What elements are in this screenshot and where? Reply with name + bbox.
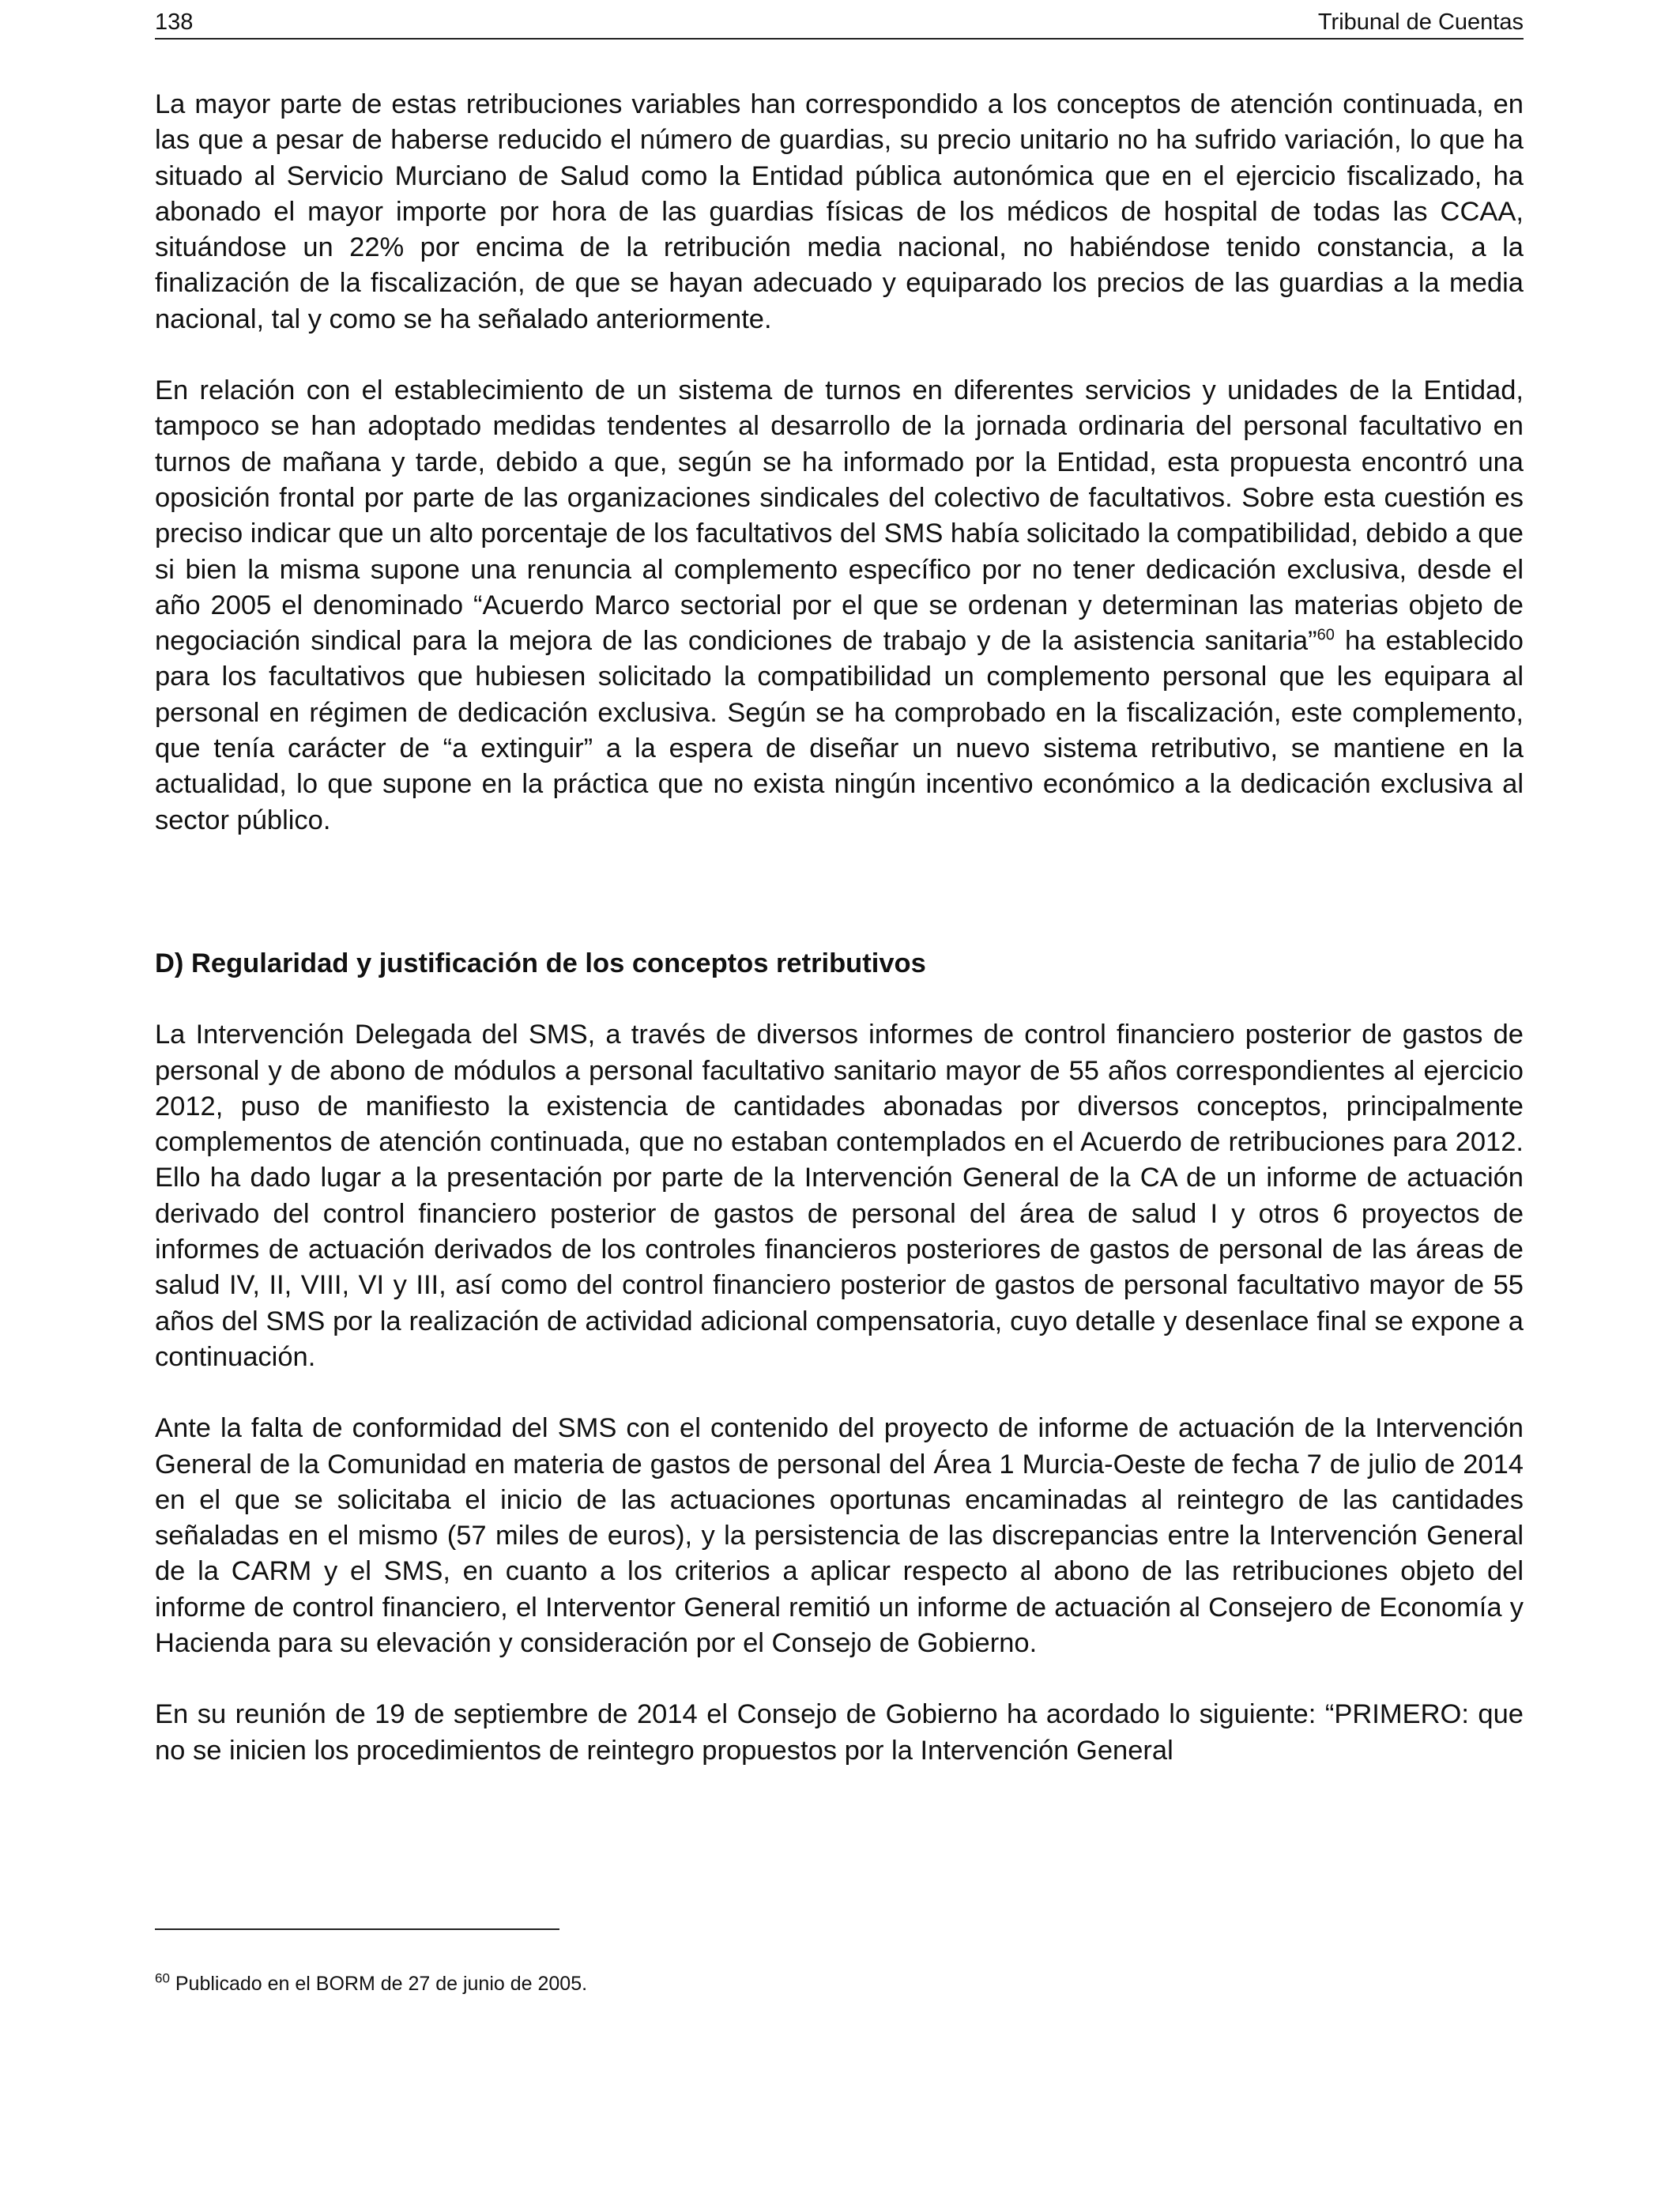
- footnote-number: 60: [155, 1970, 170, 1986]
- page-header: [155, 6, 1524, 40]
- footnote-reference-60[interactable]: 60: [1317, 626, 1335, 644]
- footnote-text: Publicado en el BORM de 27 de junio de 2005.: [169, 1973, 588, 1995]
- paragraph-sistema-turnos-part2: ha establecido para los facultativos que hubiesen solicitado la compatibilidad un complemento personal que les equipara al personal en régimen de dedicación exclusiva. Según se ha comprobado en la fiscalización, este complemento, que tenía carácter de “a extinguir” a la espera de diseñar un nuevo sistema retributivo, se mantiene en la actualidad, lo que supone en la práctica que no exista ningún incentivo económico a la dedicación exclusiva al sector público.: [155, 626, 1524, 835]
- footnote-separator: [155, 1928, 559, 1930]
- paragraph-sistema-turnos-part1: En relación con el establecimiento de un sistema de turnos en diferentes servicios y unidades de la Entidad, tampoco se han adoptado medidas tendentes al desarrollo de la jornada ordinaria del personal facultativo en turnos de mañana y tarde, debido a que, según se ha informado por la Entidad, esta propuesta encontró una oposición frontal por parte de las organizaciones sindicales del colectivo de facultativos. Sobre esta cuestión es preciso indicar que un alto porcentaje de los facultativos del SMS había solicitado la compatibilidad, debido a que si bien la misma supone una renuncia al complemento específico por no tener dedicación exclusiva, desde el año 2005 el denominado “Acuerdo Marco sectorial por el que se ordenan y determinan las materias objeto de negociación sindical para la mejora de las condiciones de trabajo y de la asistencia sanitaria”: [155, 375, 1524, 657]
- body-text: [155, 87, 1524, 1769]
- running-title: Tribunal de Cuentas: [1317, 9, 1524, 35]
- paragraph-sistema-turnos: [155, 373, 1524, 839]
- paragraph-consejo-gobierno: En su reunión de 19 de septiembre de 2014 el Consejo de Gobierno ha acordado lo siguiente: “PRIMERO: que no se inicien los procedimientos de reintegro propuestos por la Intervención General: [155, 1699, 1524, 1766]
- footnote-60: [155, 1971, 1524, 1996]
- section-heading-d: D) Regularidad y justificación de los conceptos retributivos: [155, 948, 926, 978]
- paragraph-falta-conformidad: Ante la falta de conformidad del SMS con el contenido del proyecto de informe de actuación de la Intervención General de la Comunidad en materia de gastos de personal del Área 1 Murcia-Oeste de fecha 7 de julio de 2014 en el que se solicitaba el inicio de las actuaciones oportunas encaminadas al reintegro de las cantidades señaladas en el mismo (57 miles de euros), y la persistencia de las discrepancias entre la Intervención General de la CARM y el SMS, en cuanto a los criterios a aplicar respecto al abono de las retribuciones objeto del informe de control financiero, el Interventor General remitió un informe de actuación al Consejero de Economía y Hacienda para su elevación y consideración por el Consejo de Gobierno.: [155, 1413, 1524, 1658]
- paragraph-intervencion-delegada: La Intervención Delegada del SMS, a través de diversos informes de control financiero posterior de gastos de personal y de abono de módulos a personal facultativo sanitario mayor de 55 años correspondientes al ejercicio 2012, puso de manifiesto la existencia de cantidades abonadas por diversos conceptos, principalmente complementos de atención continuada, que no estaban contemplados en el Acuerdo de retribuciones para 2012. Ello ha dado lugar a la presentación por parte de la Intervención General de la CA de un informe de actuación derivado del control financiero posterior de gastos de personal del área de salud I y otros 6 proyectos de informes de actuación derivados de los controles financieros posteriores de gastos de personal de las áreas de salud IV, II, VIII, VI y III, así como del control financiero posterior de gastos de personal facultativo mayor de 55 años del SMS por la realización de actividad adicional compensatoria, cuyo detalle y desenlace final se expone a continuación.: [155, 1020, 1524, 1372]
- page-number: 138: [155, 9, 194, 35]
- paragraph-retribuciones-variables: La mayor parte de estas retribuciones variables han correspondido a los conceptos de atención continuada, en las que a pesar de haberse reducido el número de guardias, su precio unitario no ha sufrido variación, lo que ha situado al Servicio Murciano de Salud como la Entidad pública autonómica que en el ejercicio fiscalizado, ha abonado el mayor importe por hora de las guardias físicas de los médicos de hospital de todas las CCAA, situándose un 22% por encima de la retribución media nacional, no habiéndose tenido constancia, a la finalización de la fiscalización, de que se hayan adecuado y equiparado los precios de las guardias a la media nacional, tal y como se ha señalado anteriormente.: [155, 89, 1524, 334]
